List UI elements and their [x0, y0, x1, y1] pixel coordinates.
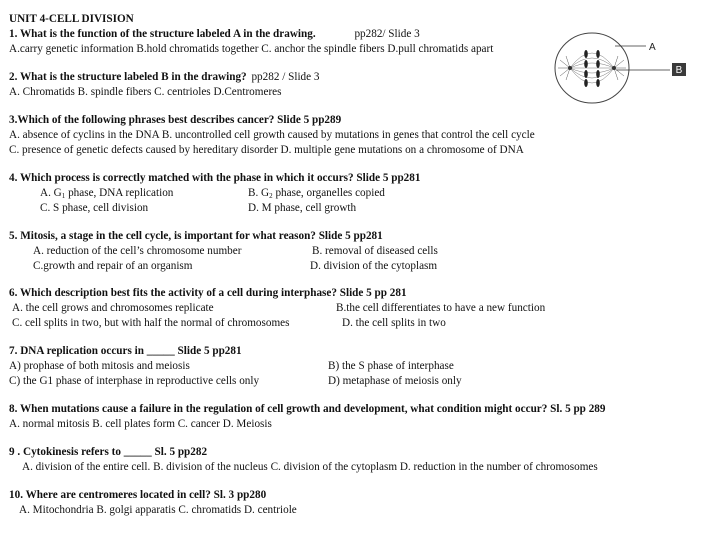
label-a: A — [649, 42, 656, 53]
question-3-answers-line-1: A. absence of cyclins in the DNA B. uncontrolled cell growth caused by mutations in genes that control the cell cycle — [9, 129, 535, 141]
question-7-text: 7. DNA replication occurs in _____ Slide 5 pp281 — [9, 345, 242, 357]
question-5-option-d: D. division of the cytoplasm — [310, 260, 438, 272]
chromosomes — [584, 50, 600, 87]
question-5-option-a: A. reduction of the cell’s chromosome number — [33, 245, 242, 257]
question-3-answers-line-2: C. presence of genetic defects caused by hereditary disorder D. multiple gene mutations on a chromosome of DNA — [9, 144, 524, 156]
question-4-option-c: C. S phase, cell division — [40, 202, 149, 214]
question-2-ref: pp282 / Slide 3 — [251, 71, 320, 83]
question-4-option-b: B. $G_2$ phase, organelles copied — [248, 187, 385, 200]
question-5-option-b: B. removal of diseased cells — [312, 245, 438, 257]
question-7-option-c: C) the G1 phase of interphase in reproductive cells only — [9, 375, 260, 387]
question-6-option-a: A. the cell grows and chromosomes replicate — [12, 302, 214, 314]
question-6-option-c: C. cell splits in two, but with half the normal of chromosomes — [12, 317, 290, 329]
question-2-answers: A. Chromatids B. spindle fibers C. centrioles D.Centromeres — [9, 86, 282, 98]
question-7-option-b: B) the S phase of interphase — [328, 360, 454, 372]
question-2 — [9, 72, 320, 83]
label-b: B — [675, 65, 683, 76]
question-7-option-d: D) metaphase of meiosis only — [328, 375, 462, 387]
question-6-option-d: D. the cell splits in two — [342, 317, 446, 329]
question-8-text: 8. When mutations cause a failure in the regulation of cell growth and development, what condition might occur? Sl. 5 pp 289 — [9, 403, 606, 415]
question-5-option-c: C.growth and repair of an organism — [33, 260, 193, 272]
question-6-text: 6. Which description best fits the activity of a cell during interphase? Slide 5 pp 281 — [9, 287, 407, 299]
cell-division-diagram — [548, 30, 720, 106]
centriole-right — [612, 66, 616, 70]
question-1 — [9, 29, 420, 40]
question-9-text: 9 . Cytokinesis refers to _____ Sl. 5 pp282 — [9, 446, 208, 458]
question-4-option-d: D. M phase, cell growth — [248, 202, 357, 214]
question-2-text: 2. What is the structure labeled B in the drawing? — [9, 71, 247, 83]
question-1-ref: pp282/ Slide 3 — [354, 28, 420, 40]
question-1-answers: A.carry genetic information B.hold chromatids together C. anchor the spindle fibers D.pull chromatids apart — [9, 43, 494, 55]
question-10-text: 10. Where are centromeres located in cell? Sl. 3 pp280 — [9, 489, 267, 501]
question-7-option-a: A) prophase of both mitosis and meiosis — [9, 360, 190, 372]
question-10-answers: A. Mitochondria B. golgi apparatis C. chromatids D. centriole — [19, 504, 297, 516]
question-4-text: 4. Which process is correctly matched with the phase in which it occurs? Slide 5 pp281 — [9, 172, 421, 184]
question-5-text: 5. Mitosis, a stage in the cell cycle, is important for what reason? Slide 5 pp281 — [9, 230, 383, 242]
spindle-fibers — [570, 53, 614, 83]
question-6-option-b: B.the cell differentiates to have a new function — [336, 302, 546, 314]
question-1-text: 1. What is the function of the structure labeled A in the drawing. — [9, 28, 316, 40]
question-9-answers: A. division of the entire cell. B. division of the nucleus C. division of the cytoplasm D. reduction in the number of chromosomes — [22, 461, 598, 473]
page-title: UNIT 4-CELL DIVISION — [9, 13, 134, 25]
centriole-left — [568, 66, 572, 70]
question-3-text: 3.Which of the following phrases best describes cancer? Slide 5 pp289 — [9, 114, 342, 126]
question-4-option-a: A. $G_1$ phase, DNA replication — [40, 187, 174, 200]
question-8-answers: A. normal mitosis B. cell plates form C. cancer D. Meiosis — [9, 418, 272, 430]
